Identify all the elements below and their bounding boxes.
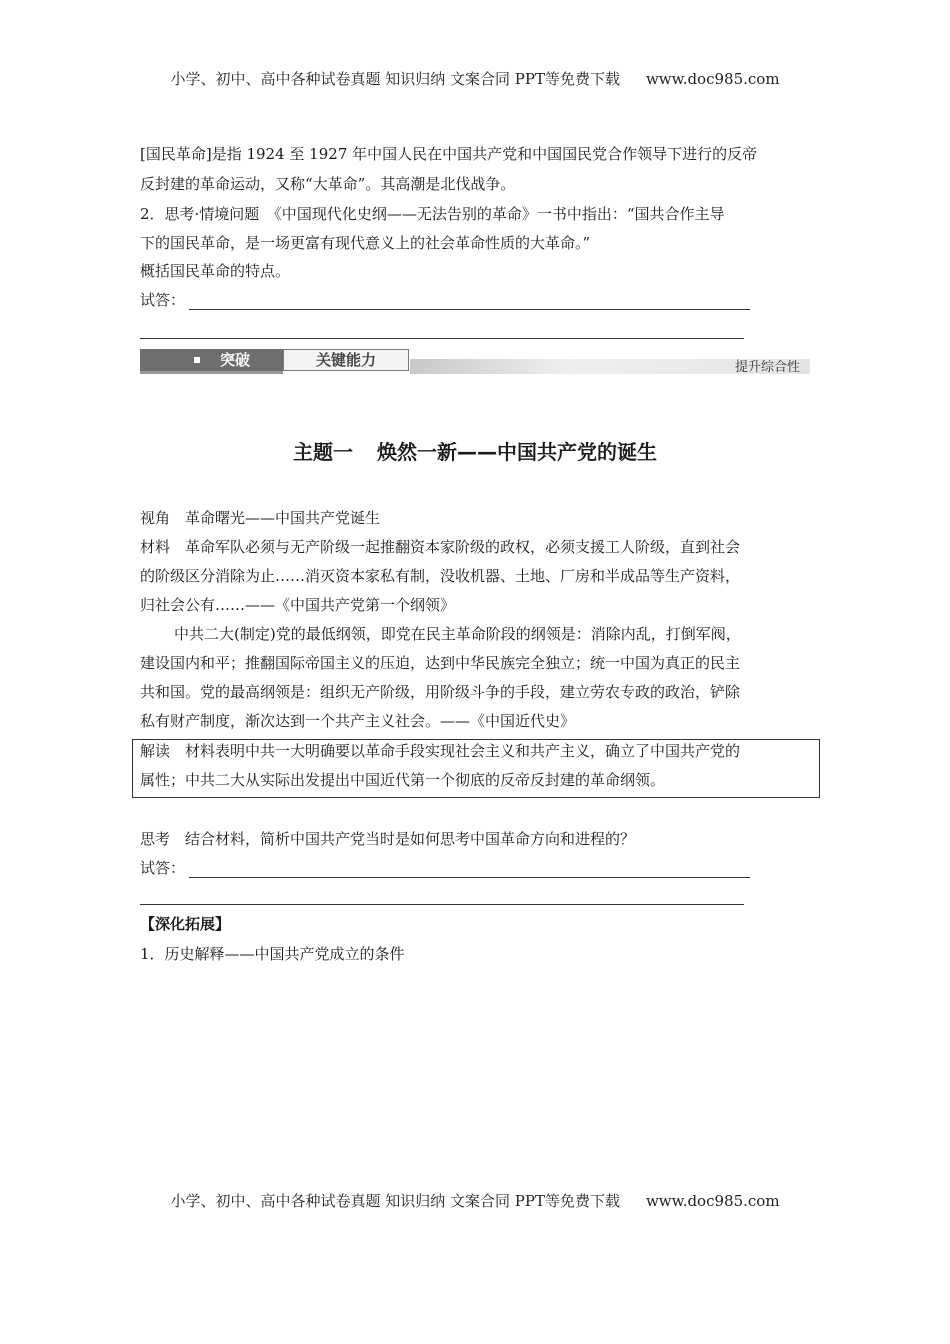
deepen-title: 【深化拓展】 [140, 915, 231, 933]
material-line-7: 私有财产制度，渐次达到一个共产主义社会。——《中国近代史》 [140, 712, 576, 730]
banner-underline [140, 371, 283, 374]
interpretation-line-1: 解读 材料表明中共一大明确要以革命手段实现社会主义和共产主义，确立了中国共产党的 [140, 742, 741, 760]
banner-dark-tab [140, 349, 283, 371]
question2-line-2: 下的国民革命，是一场更富有现代意义上的社会革命性质的大革命。” [140, 234, 591, 252]
answer-underline-2 [140, 337, 744, 339]
question2-answer-field[interactable] [140, 290, 750, 310]
header-text: 小学、初中、高中各种试卷真题 知识归纳 文案合同 PPT等免费下载 [170, 70, 620, 88]
footer-url[interactable]: www.doc985.com [645, 1192, 780, 1210]
page-header [0, 68, 950, 89]
question2-line-3: 概括国民革命的特点。 [140, 262, 291, 280]
banner-middle-label: 关键能力 [283, 349, 409, 371]
question2-line-1: 2．思考·情境问题 《中国现代化史纲——无法告别的革命》一书中指出：“国共合作主导 [140, 205, 725, 223]
banner-left-label: 突破 [220, 351, 251, 369]
square-bullet-icon [194, 357, 200, 363]
intro-line-2: 反封建的革命运动，又称“大革命”。其高潮是北伐战争。 [140, 175, 516, 193]
topic-name: 焕然一新——中国共产党的诞生 [377, 440, 657, 464]
perspective-line: 视角 革命曙光——中国共产党诞生 [140, 509, 381, 527]
answer-label: 试答： [140, 291, 186, 309]
topic-title [0, 436, 950, 465]
deepen-item-1: 1．历史解释——中国共产党成立的条件 [140, 945, 405, 963]
footer-text: 小学、初中、高中各种试卷真题 知识归纳 文案合同 PPT等免费下载 [170, 1192, 620, 1210]
intro-line-1: [国民革命]是指 1924 至 1927 年中国人民在中国共产党和中国国民党合作领导下进行的反帝 [140, 145, 758, 163]
material-line-4: 中共二大(制定)党的最低纲领，即党在民主革命阶段的纲领是：消除内乱，打倒军阀， [174, 625, 741, 643]
page-footer [0, 1190, 950, 1211]
material-line-3: 归社会公有……——《中国共产党第一个纲领》 [140, 596, 456, 614]
material-line-2: 的阶级区分消除为止……消灭资本家私有制，没收机器、土地、厂房和半成品等生产资料， [140, 567, 741, 585]
material-line-5: 建设国内和平；推翻国际帝国主义的压迫，达到中华民族完全独立；统一中国为真正的民主 [140, 654, 741, 672]
material-line-1: 材料 革命军队必须与无产阶级一起推翻资本家阶级的政权，必须支援工人阶级，直到社会 [140, 538, 741, 556]
material-line-6: 共和国。党的最高纲领是：组织无产阶级，用阶级斗争的手段，建立劳农专政的政治，铲除 [140, 683, 741, 701]
section-banner [140, 349, 810, 376]
topic-number: 主题一 [293, 440, 353, 464]
think-answer-underline-2 [140, 903, 744, 905]
header-url[interactable]: www.doc985.com [645, 70, 780, 88]
banner-right-label: 提升综合性 [734, 360, 800, 375]
think-answer-field[interactable] [140, 858, 750, 878]
answer-label: 试答： [140, 859, 186, 877]
interpretation-line-2: 属性；中共二大从实际出发提出中国近代第一个彻底的反帝反封建的革命纲领。 [140, 771, 666, 789]
answer-underline [189, 295, 750, 310]
answer-underline [189, 863, 750, 878]
think-line-1: 思考 结合材料，简析中国共产党当时是如何思考中国革命方向和进程的？ [140, 830, 636, 848]
